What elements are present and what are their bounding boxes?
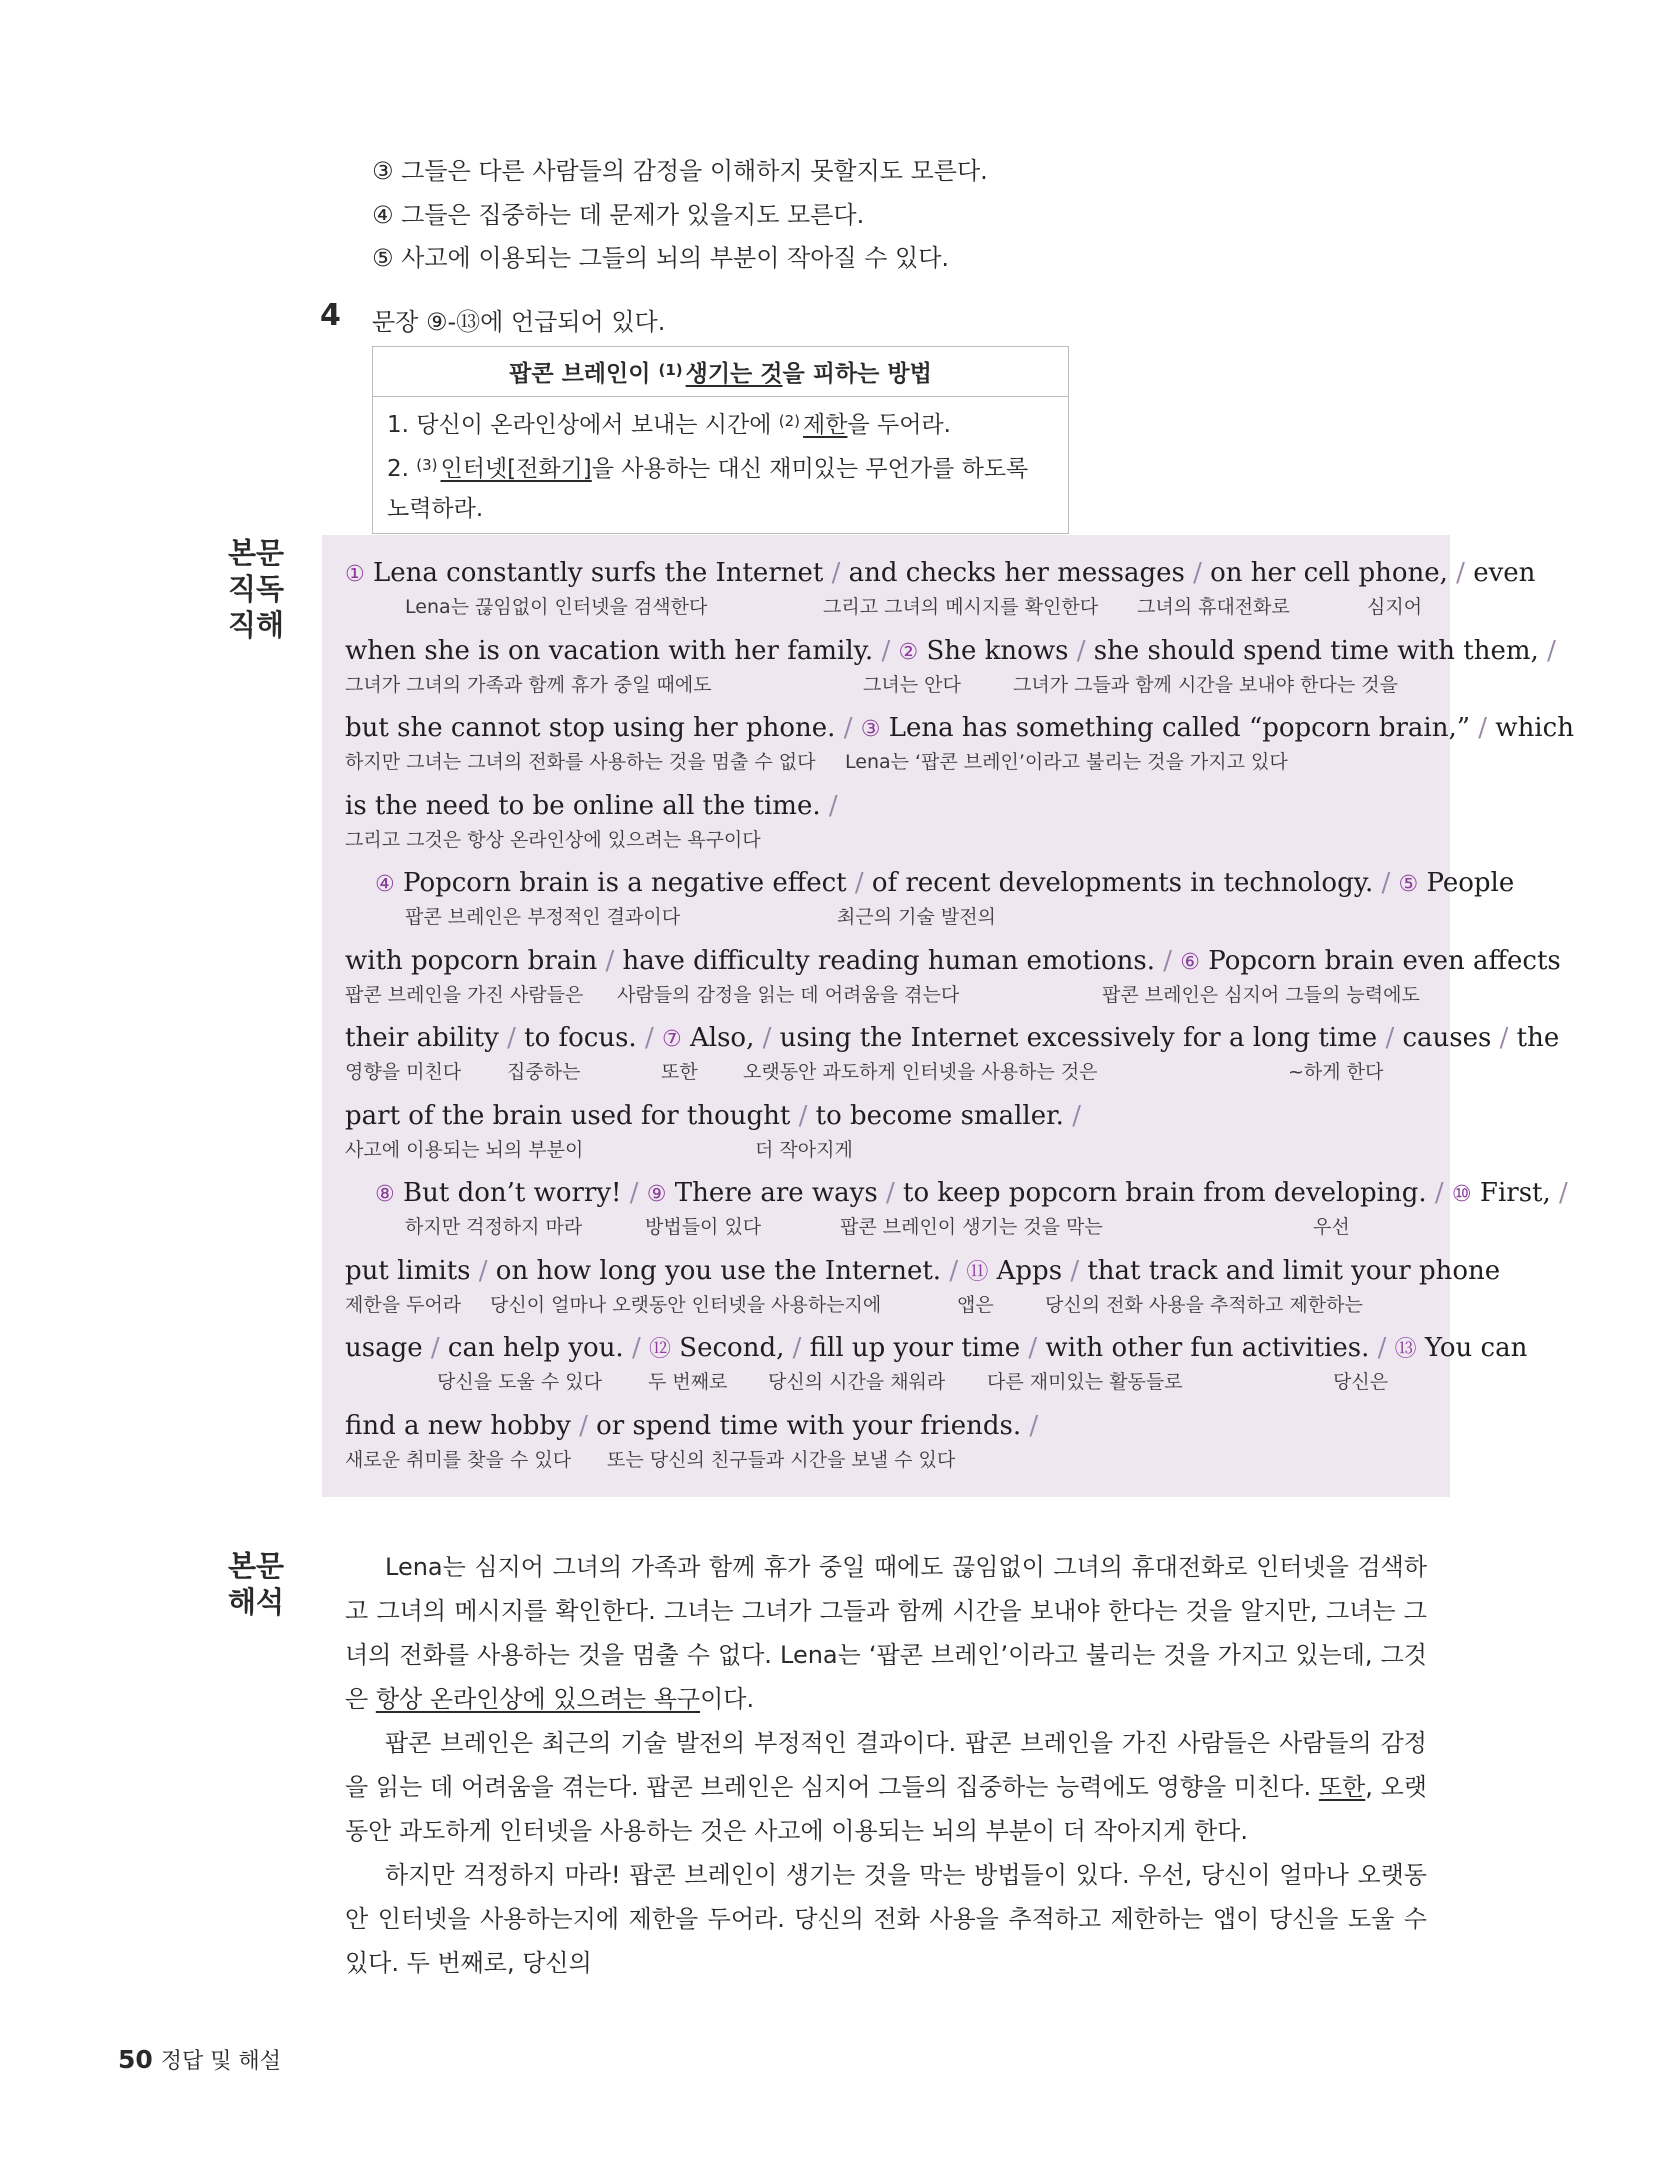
section-label-reading: 본문 직독 직해 [228, 536, 285, 642]
korean-gloss: 제한을 두어라 [345, 1294, 462, 1316]
slash-divider: / [828, 791, 838, 821]
korean-gloss: 집중하는 [507, 1061, 581, 1083]
korean-gloss: 또는 당신의 친구들과 시간을 보낼 수 있다 [607, 1449, 956, 1471]
page-footer [118, 2044, 281, 2075]
english-text: on her cell phone, [1201, 558, 1457, 588]
english-text: that track and limit your phone [1079, 1256, 1501, 1286]
question-number: 4 [320, 298, 341, 333]
slash-divider: / [629, 1178, 639, 1208]
korean-gloss: Lena는 ‘팝콘 브레인’이라고 불리는 것을 가지고 있다 [845, 751, 1288, 773]
korean-gloss: 우선 [1313, 1216, 1350, 1238]
english-text: with popcorn brain [345, 946, 606, 976]
english-text: put limits [345, 1256, 479, 1286]
english-text: their ability [345, 1023, 508, 1053]
slash-divider: / [631, 1333, 641, 1363]
english-text: to focus. [515, 1023, 645, 1053]
english-line [345, 866, 1515, 902]
translation-text [345, 1545, 1427, 1985]
sentence-number: ⑧ [375, 1182, 395, 1207]
korean-gloss: 당신의 전화 사용을 추적하고 제한하는 [1045, 1294, 1363, 1316]
english-text: But don’t worry! [394, 1178, 630, 1208]
korean-gloss: 당신의 시간을 채워라 [768, 1371, 946, 1393]
page-number: 50 [118, 2045, 153, 2074]
korean-gloss: 그녀가 그들과 함께 시간을 보내야 한다는 것을 [1013, 674, 1398, 696]
sentence-number: ⑨ [646, 1182, 667, 1207]
korean-gloss: 하지만 걱정하지 마라 [405, 1216, 583, 1238]
english-text: she should spend time with them, [1085, 636, 1548, 666]
english-text: Also, [681, 1023, 763, 1053]
slash-divider: / [1559, 1178, 1568, 1208]
option-5: ⑤ 사고에 이용되는 그들의 뇌의 부분이 작아질 수 있다. [372, 244, 950, 272]
slash-divider: / [1547, 636, 1556, 666]
english-text: You can [1416, 1333, 1528, 1363]
summary-table-header: 팝콘 브레인이 $^{(1)}$ 생기는 것을 피하는 방법 [373, 347, 1069, 397]
english-text: can help you. [439, 1333, 632, 1363]
slash-divider: / [579, 1411, 588, 1441]
korean-gloss: 더 작아지게 [755, 1139, 853, 1161]
english-text: Popcorn brain is a negative effect [394, 868, 855, 898]
slash-divider: / [1072, 1101, 1081, 1131]
slash-divider: / [1163, 946, 1172, 976]
english-text: Lena has something called “popcorn brain,” [880, 713, 1479, 743]
english-text: causes [1394, 1023, 1500, 1053]
korean-gloss: 방법들이 있다 [645, 1216, 762, 1238]
slash-divider: / [843, 713, 853, 743]
english-text: Lena constantly surfs the Internet [364, 558, 832, 588]
english-text [1386, 1333, 1394, 1363]
slash-divider: / [644, 1023, 654, 1053]
korean-gloss: 사고에 이용되는 뇌의 부분이 [345, 1139, 584, 1161]
english-line [345, 634, 1556, 670]
slash-divider: / [1478, 713, 1488, 743]
translation-paragraph-3: 하지만 걱정하지 마라! 팝콘 브레인이 생기는 것을 막는 방법들이 있다. 우선, 당신이 얼마나 오랫동안 인터넷을 사용하는지에 제한을 두어라. 당신의 전화 사용을 추적하고 제한하는 앱이 당신을 도울 수 있다. 두 번째로, 당신의 [345, 1861, 1427, 1977]
english-line [345, 789, 1427, 823]
korean-gloss: ~하게 한다 [1288, 1061, 1384, 1083]
english-text [641, 1333, 649, 1363]
english-text: but she cannot stop using her phone. [345, 713, 844, 743]
summary-table-body [373, 397, 1069, 534]
english-text: There are ways [666, 1178, 886, 1208]
korean-gloss: 다른 재미있는 활동들로 [987, 1371, 1183, 1393]
slash-divider: / [478, 1256, 488, 1286]
korean-gloss: 당신이 얼마나 오랫동안 인터넷을 사용하는지에 [490, 1294, 882, 1316]
english-line [345, 556, 1536, 592]
section-label-translation: 본문 해석 [228, 1549, 285, 1619]
slash-divider: / [1029, 1411, 1039, 1441]
english-line [345, 1021, 1560, 1057]
slash-divider: / [854, 868, 864, 898]
korean-gloss: 사람들의 감정을 읽는 데 어려움을 겪는다 [617, 984, 960, 1006]
sentence-number: ⑥ [1180, 950, 1200, 975]
slash-divider: / [949, 1256, 959, 1286]
option-4: ④ 그들은 집중하는 데 문제가 있을지도 모른다. [372, 201, 865, 229]
slash-divider: / [1385, 1023, 1395, 1053]
english-text: Second, [671, 1333, 793, 1363]
slash-divider: / [1456, 558, 1465, 588]
english-text: to become smaller. [807, 1101, 1073, 1131]
english-text: with other fun activities. [1037, 1333, 1378, 1363]
korean-gloss: 하지만 그녀는 그녀의 전화를 사용하는 것을 멈출 수 없다 [345, 751, 816, 773]
korean-gloss: 최근의 기술 발전의 [837, 906, 996, 928]
korean-gloss: Lena는 끊임없이 인터넷을 검색한다 [405, 596, 708, 618]
english-text: fill up your time [801, 1333, 1029, 1363]
english-text [654, 1023, 662, 1053]
korean-gloss: 그녀의 휴대전화로 [1137, 596, 1290, 618]
summary-table [372, 346, 1069, 534]
slash-divider: / [798, 1101, 808, 1131]
slash-divider: / [1434, 1178, 1444, 1208]
english-text: when she is on vacation with her family. [345, 636, 882, 666]
english-text: which [1487, 713, 1574, 743]
korean-gloss: 그녀는 안다 [863, 674, 961, 696]
english-text: and checks her messages [840, 558, 1194, 588]
korean-gloss: 심지어 [1367, 596, 1423, 618]
english-line [345, 1254, 1501, 1290]
korean-gloss: 새로운 취미를 찾을 수 있다 [345, 1449, 572, 1471]
sentence-number: ⑤ [1398, 872, 1419, 897]
slash-divider: / [1070, 1256, 1080, 1286]
english-text: have difficulty reading human emotions. [614, 946, 1164, 976]
korean-gloss: 앱은 [957, 1294, 994, 1316]
slash-divider: / [605, 946, 615, 976]
english-line [345, 1331, 1528, 1367]
slash-divider: / [430, 1333, 440, 1363]
english-text: Apps [988, 1256, 1071, 1286]
english-line [345, 1099, 1427, 1133]
english-text: of recent developments in technology. [863, 868, 1382, 898]
english-text: People [1418, 868, 1515, 898]
translation-paragraph-2: 팝콘 브레인은 최근의 기술 발전의 부정적인 결과이다. 팝콘 브레인을 가진 사람들은 사람들의 감정을 읽는 데 어려움을 겪는다. 팝콘 브레인은 심지어 그들의 집중하는 능력에도 영향을 미친다. 또한, 오랫동안 과도하게 인터넷을 사용하는 것은 사고에 이용되는 뇌의 부분이 더 작아지게 한다. [345, 1729, 1427, 1845]
korean-gloss: 팝콘 브레인이 생기는 것을 막는 [840, 1216, 1103, 1238]
sentence-number: ② [898, 640, 919, 665]
korean-gloss: 그리고 그녀의 메시지를 확인한다 [823, 596, 1099, 618]
sentence-number: ③ [860, 717, 881, 742]
english-text: usage [345, 1333, 431, 1363]
sentence-number: ⑩ [1451, 1182, 1472, 1207]
english-text [1444, 1178, 1452, 1208]
english-text: First, [1471, 1178, 1560, 1208]
korean-gloss: 팝콘 브레인은 부정적인 결과이다 [405, 906, 681, 928]
footer-label: 정답 및 해설 [160, 2049, 282, 2074]
english-line [345, 1409, 1427, 1443]
korean-gloss: 두 번째로 [648, 1371, 728, 1393]
slash-divider: / [885, 1178, 895, 1208]
english-text: using the Internet excessively for a long time [771, 1023, 1386, 1053]
slash-divider: / [1381, 868, 1391, 898]
slash-divider: / [762, 1023, 772, 1053]
english-text [852, 713, 860, 743]
korean-gloss: 당신은 [1333, 1371, 1389, 1393]
slash-divider: / [831, 558, 841, 588]
question-text: 문장 ⑨-⑬에 언급되어 있다. [372, 308, 666, 336]
sentence-number: ⑪ [966, 1260, 989, 1285]
slash-divider: / [1193, 558, 1202, 588]
english-text [639, 1178, 647, 1208]
english-text: part of the brain used for thought [345, 1101, 799, 1131]
sentence-number: ① [345, 562, 365, 587]
korean-gloss: 그리고 그것은 항상 온라인상에 있으려는 욕구이다 [345, 829, 761, 851]
korean-gloss: 팝콘 브레인은 심지어 그들의 능력에도 [1102, 984, 1420, 1006]
korean-gloss: 팝콘 브레인을 가진 사람들은 [345, 984, 584, 1006]
english-text: or spend time with your friends. [587, 1411, 1030, 1441]
sentence-number: ④ [375, 872, 395, 897]
korean-gloss: 영향을 미친다 [345, 1061, 462, 1083]
slash-divider: / [1499, 1023, 1509, 1053]
sentence-number: ⑦ [661, 1027, 682, 1052]
sentence-number: ⑫ [649, 1337, 672, 1362]
korean-gloss: 그녀가 그녀의 가족과 함께 휴가 중일 때에도 [345, 674, 712, 696]
english-text: Popcorn brain even affects [1200, 946, 1561, 976]
slash-divider: / [792, 1333, 802, 1363]
slash-divider: / [1028, 1333, 1038, 1363]
english-text: find a new hobby [345, 1411, 580, 1441]
slash-divider: / [1076, 636, 1086, 666]
english-text: on how long you use the Internet. [487, 1256, 950, 1286]
summary-row-1: 1. 당신이 온라인상에서 보내는 시간에 $^{(2)}$ 제한을 두어라. [387, 412, 951, 438]
english-text: She knows [918, 636, 1077, 666]
english-line [345, 1176, 1568, 1212]
english-text: even [1464, 558, 1536, 588]
english-text [1390, 868, 1398, 898]
english-line [345, 711, 1574, 747]
translation-paragraph-1: Lena는 심지어 그녀의 가족과 함께 휴가 중일 때에도 끊임없이 그녀의 휴대전화로 인터넷을 검색하고 그녀의 메시지를 확인한다. 그녀는 그녀가 그들과 함께 시간을 보내야 한다는 것을 알지만, 그녀는 그녀의 전화를 사용하는 것을 멈출 수 없다. Lena는 ‘팝콘 브레인’이라고 불리는 것을 가지고 있는데, 그것은 항상 온라인상에 있으려는 욕구이다. [345, 1553, 1427, 1713]
english-line [345, 944, 1561, 980]
english-text: is the need to be online all the time. [345, 791, 829, 821]
korean-gloss: 당신을 도울 수 있다 [437, 1371, 602, 1393]
korean-gloss: 또한 [661, 1061, 698, 1083]
slash-divider: / [1377, 1333, 1387, 1363]
slash-divider: / [507, 1023, 516, 1053]
slash-divider: / [881, 636, 891, 666]
korean-gloss: 오랫동안 과도하게 인터넷을 사용하는 것은 [743, 1061, 1098, 1083]
english-text: to keep popcorn brain from developing. [894, 1178, 1435, 1208]
english-text: the [1508, 1023, 1560, 1053]
summary-row-2: 2. $^{(3)}$ 인터넷[전화기]을 사용하는 대신 재미있는 무언가를 하도록 노력하라. [387, 456, 1029, 522]
option-3: ③ 그들은 다른 사람들의 감정을 이해하지 못할지도 모른다. [372, 157, 988, 185]
sentence-number: ⑬ [1394, 1337, 1417, 1362]
